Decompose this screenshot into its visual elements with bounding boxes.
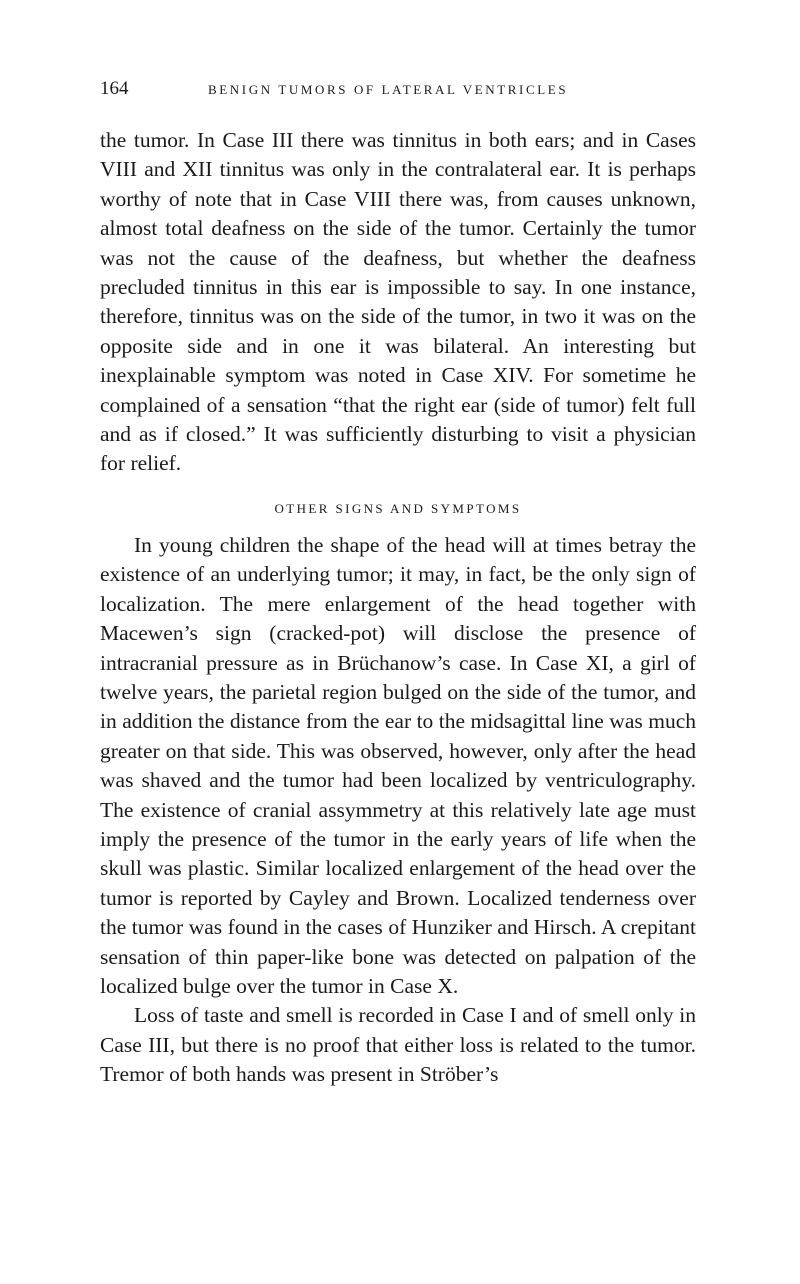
section-heading: OTHER SIGNS AND SYMPTOMS [274,500,522,516]
page-number: 164 [100,78,129,99]
paragraph-tinnitus: the tumor. In Case III there was tinnitus in both ears; and in Cases VIII and XII tinnitus was only in the contralateral ear. It is perhaps worthy of note that in Case VIII there was, from causes unknown, almost total deafness on the side of the tumor. Certainly the tumor was not the cause of the deafness, but whether the deafness precluded tinnitus in this ear is impossible to say. In one instance, therefore, tinnitus was on the side of the tumor, in two it was on the opposite side and in one it was bilateral. An interesting but inexplainable symptom was noted in Case XIV. For sometime he complained of a sensation “that the right ear (side of tumor) felt full and as if closed.” It was sufficiently disturbing to visit a physician for relief. [100,128,696,476]
paragraph-head-shape: In young children the shape of the head will at times betray the existence of an underlying tumor; it may, in fact, be the only sign of localization. The mere enlargement of the head together with Macewen’s sign (cracked-pot) will disclose the presence of intracranial pressure as in Brüchanow’s case. In Case XI, a girl of twelve years, the parietal region bulged on the side of the tumor, and in addition the distance from the ear to the midsagittal line was much greater on that side. This was observed, however, only after the head was shaved and the tumor had been localized by ventriculography. The existence of cranial assymmetry at this relatively late age must imply the presence of the tumor in the early years of life when the skull was plastic. Similar localized enlargement of the head over the tumor is reported by Cayley and Brown. Localized tenderness over the tumor was found in the cases of Hunziker and Hirsch. A crepitant sensation of thin paper-like bone was detected on palpation of the localized bulge over the tumor in Case X. [100,532,696,998]
running-title: BENIGN TUMORS OF LATERAL VENTRICLES [208,82,569,97]
book-page [100,78,696,1090]
paragraph-taste-smell: Loss of taste and smell is recorded in Case I and of smell only in Case III, but there is no proof that either loss is related to the tumor. Tremor of both hands was present in Ströber’s [100,1003,696,1087]
running-head [100,78,696,112]
